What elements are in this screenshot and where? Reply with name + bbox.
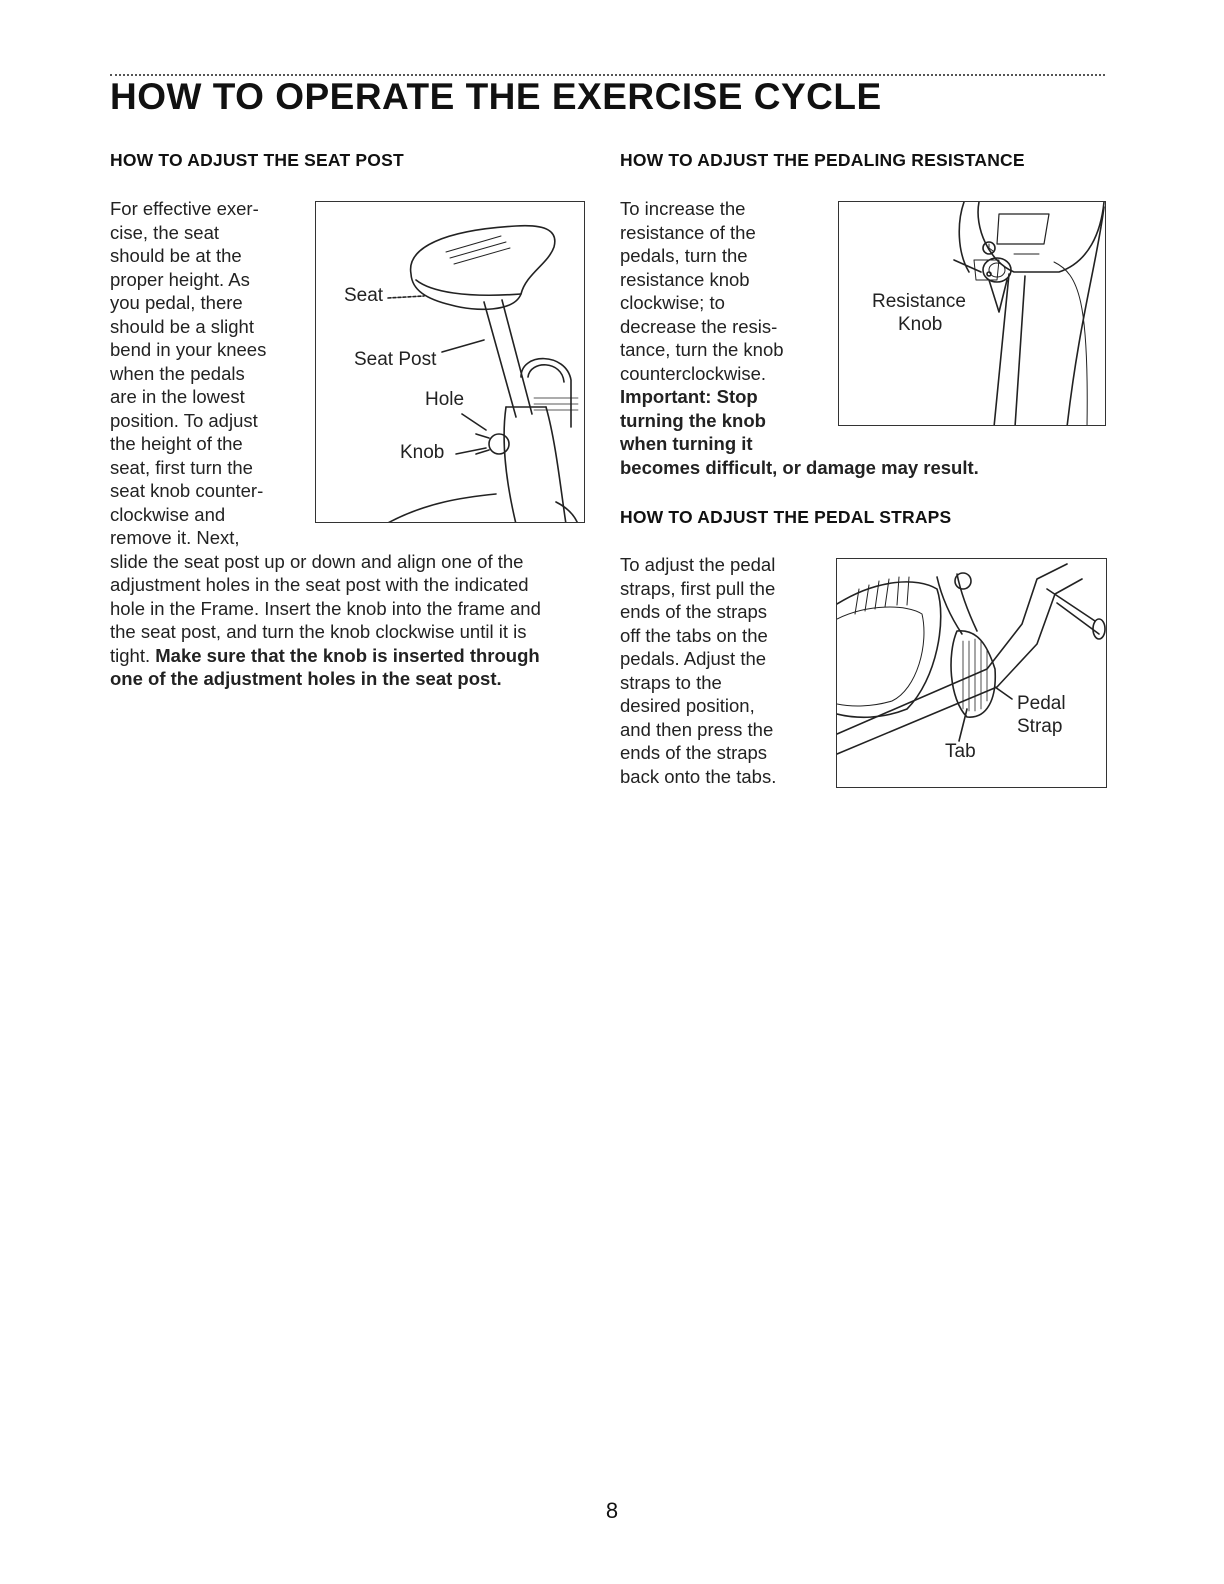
- text-line: the height of the: [110, 433, 243, 454]
- tab-label: Tab: [945, 741, 976, 762]
- text-line: decrease the resis-: [620, 315, 778, 337]
- text-line: clockwise and: [110, 503, 226, 525]
- resistance-figure: [838, 201, 1106, 426]
- text-plain: tight.: [110, 644, 156, 666]
- text-line: For effective exer-: [110, 198, 259, 219]
- resistance-heading: HOW TO ADJUST THE PEDALING RESISTANCE: [620, 150, 1025, 170]
- text-line: ends of the straps: [620, 742, 768, 763]
- pedal-straps-text: [620, 553, 776, 788]
- text-line: seat, first turn the: [110, 456, 253, 478]
- text-line: position. To adjust: [110, 409, 258, 431]
- text-line: pedals, turn the: [620, 245, 748, 266]
- text-line: cise, the seat: [110, 221, 220, 243]
- text-line: proper height. As: [110, 268, 250, 290]
- page-number: 8: [605, 1498, 619, 1523]
- text-line: counterclockwise.: [620, 362, 767, 384]
- text-line: To increase the: [620, 198, 746, 219]
- text-line: resistance knob: [620, 268, 750, 290]
- text-line: off the tabs on the: [620, 624, 768, 646]
- text-line: you pedal, there: [110, 292, 243, 313]
- text-line: desired position,: [620, 695, 755, 716]
- seat-label: Seat: [344, 285, 384, 306]
- hole-label: Hole: [425, 389, 465, 410]
- text-line-mixed: [110, 644, 541, 668]
- warning-text: turning the knob: [620, 409, 766, 431]
- pedal-straps-heading: HOW TO ADJUST THE PEDAL STRAPS: [620, 507, 952, 527]
- pedal-label: Pedal: [1017, 693, 1066, 714]
- text-line: To adjust the pedal: [620, 554, 776, 575]
- text-line: hole in the Frame. Insert the knob into the frame and: [110, 597, 541, 619]
- text-line: when the pedals: [110, 362, 245, 384]
- text-line: the seat post, and turn the knob clockwise until it is: [110, 621, 527, 642]
- resistance-illustration: [839, 202, 1106, 426]
- seat-post-figure: [315, 201, 585, 523]
- page-title: HOW TO OPERATE THE EXERCISE CYCLE: [110, 76, 882, 117]
- knob-label: Knob: [400, 442, 445, 463]
- text-line: resistance of the: [620, 221, 756, 243]
- text-line: and then press the: [620, 718, 774, 740]
- text-line: should be at the: [110, 245, 242, 266]
- text-line: back onto the tabs.: [620, 765, 777, 787]
- seat-post-label: Seat Post: [354, 349, 437, 370]
- strap-label: Strap: [1017, 716, 1063, 737]
- text-line: ends of the straps: [620, 601, 768, 622]
- knob-label: Knob: [898, 314, 943, 335]
- text-line: pedals. Adjust the: [620, 648, 767, 669]
- text-line: slide the seat post up or down and align one of the: [110, 550, 524, 572]
- warning-text: Important: Stop: [620, 386, 758, 407]
- text-line: adjustment holes in the seat post with the indicated: [110, 574, 529, 595]
- resistance-label: Resistance: [872, 291, 966, 312]
- warning-text: Make sure that the knob is inserted through: [155, 644, 540, 666]
- warning-text: when turning it: [620, 433, 753, 454]
- text-line: bend in your knees: [110, 339, 267, 360]
- text-line: straps to the: [620, 671, 722, 693]
- text-line: clockwise; to: [620, 292, 725, 313]
- text-line: remove it. Next,: [110, 527, 240, 548]
- warning-text: one of the adjustment holes in the seat post.: [110, 668, 502, 689]
- text-line: tance, turn the knob: [620, 339, 784, 360]
- warning-text: becomes difficult, or damage may result.: [620, 456, 979, 478]
- pedal-straps-figure: [836, 558, 1107, 788]
- text-line: seat knob counter-: [110, 480, 264, 501]
- text-line: are in the lowest: [110, 386, 245, 407]
- text-line: should be a slight: [110, 315, 254, 337]
- seat-post-heading: HOW TO ADJUST THE SEAT POST: [110, 150, 404, 170]
- text-line: straps, first pull the: [620, 577, 776, 599]
